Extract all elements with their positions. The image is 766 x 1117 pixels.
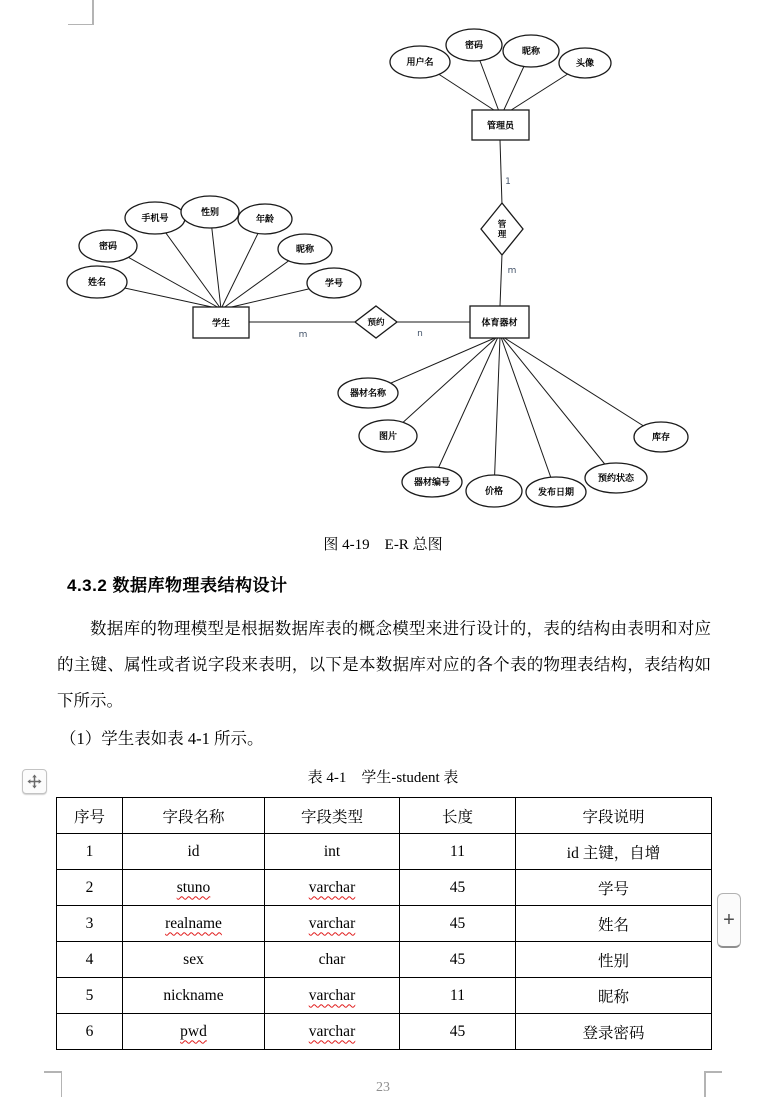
relation-label-manage: 管理 [497, 220, 507, 240]
cell-length: 45 [400, 906, 516, 942]
cell-description: 登录密码 [516, 1014, 712, 1050]
attribute-label-eq-number: 器材编号 [413, 478, 451, 488]
cell-length: 11 [400, 834, 516, 870]
table-header-3: 长度 [400, 798, 516, 834]
page-number: 23 [376, 1080, 390, 1095]
cell-no: 5 [57, 978, 123, 1014]
margin-mark-bottom-left-h [44, 1071, 62, 1073]
cell-field-name: pwd [123, 1014, 265, 1050]
list-item-student-table: （1）学生表如表 4-1 所示。 [60, 729, 264, 748]
cell-field-type: int [265, 834, 400, 870]
cell-field-name: sex [123, 942, 265, 978]
table-row [57, 870, 712, 906]
cell-field-type: varchar [265, 978, 400, 1014]
student-table [56, 797, 712, 1050]
cardinality-label-2: m [298, 330, 308, 340]
edge-eq-number [432, 337, 498, 482]
attribute-label-stu-sex: 性别 [200, 208, 220, 218]
table-row [57, 1014, 712, 1050]
cell-no: 1 [57, 834, 123, 870]
table-header-row [57, 798, 712, 834]
cardinality-label-1: m [507, 266, 517, 276]
table-caption: 表 4-1 学生-student 表 [307, 770, 459, 786]
cell-description: 姓名 [516, 906, 712, 942]
cell-length: 11 [400, 978, 516, 1014]
cell-no: 3 [57, 906, 123, 942]
attribute-label-eq-picture: 图片 [378, 432, 398, 442]
cell-field-name: stuno [123, 870, 265, 906]
attribute-label-stu-password: 密码 [98, 242, 118, 252]
attribute-label-admin-password: 密码 [464, 41, 484, 51]
edge-eq-picture [388, 337, 497, 436]
attribute-label-admin-avatar: 头像 [575, 59, 595, 69]
table-row [57, 906, 712, 942]
figure-caption: 图 4-19 E-R 总图 [323, 537, 443, 553]
table-move-handle[interactable] [22, 769, 47, 794]
cell-field-type: char [265, 942, 400, 978]
cardinality-label-0: 1 [505, 177, 511, 187]
cell-description: id 主键，自增 [516, 834, 712, 870]
table-row [57, 978, 712, 1014]
cell-no: 6 [57, 1014, 123, 1050]
attribute-label-stu-name: 姓名 [87, 278, 107, 288]
edge-eq-pubdate [501, 337, 556, 492]
plus-icon: + [723, 908, 735, 931]
cell-field-name: realname [123, 906, 265, 942]
attribute-label-eq-name: 器材名称 [349, 389, 387, 399]
edge-eq-stock [503, 337, 661, 437]
cell-length: 45 [400, 942, 516, 978]
table-row [57, 834, 712, 870]
attribute-label-eq-status: 预约状态 [597, 474, 635, 484]
entity-label-admin: 管理员 [486, 121, 515, 132]
table-header-2: 字段类型 [265, 798, 400, 834]
cell-field-type: varchar [265, 906, 400, 942]
cell-field-type: varchar [265, 870, 400, 906]
relation-edge-0 [500, 140, 502, 205]
attribute-label-stu-phone: 手机号 [141, 214, 169, 224]
table-header-4: 字段说明 [516, 798, 712, 834]
section-heading: 4.3.2 数据库物理表结构设计 [67, 576, 288, 595]
table-header-0: 序号 [57, 798, 123, 834]
cell-field-name: id [123, 834, 265, 870]
cell-description: 性别 [516, 942, 712, 978]
relation-label-reserve: 预约 [367, 318, 385, 328]
cell-length: 45 [400, 870, 516, 906]
insert-row-button[interactable] [717, 893, 741, 948]
body-paragraph: 数据库的物理模型是根据数据库表的概念模型来进行设计的，表的结构由表明和对应的主键、属性或者说字段来表明，以下是本数据库对应的各个表的物理表结构，表结构如下所示。 [57, 619, 711, 710]
attribute-label-admin-nickname: 昵称 [521, 47, 541, 57]
cell-field-type: varchar [265, 1014, 400, 1050]
cell-field-name: nickname [123, 978, 265, 1014]
move-icon [27, 774, 42, 789]
attribute-label-eq-price: 价格 [484, 487, 504, 497]
edge-eq-status [502, 337, 616, 478]
entity-label-equipment: 体育器材 [481, 318, 518, 329]
cell-description: 学号 [516, 870, 712, 906]
attribute-label-eq-pubdate: 发布日期 [537, 488, 575, 498]
relation-edge-1 [500, 254, 502, 306]
attribute-label-stu-stuno: 学号 [324, 279, 344, 289]
cardinality-label-3: n [417, 329, 423, 339]
attribute-label-admin-username: 用户名 [406, 58, 434, 68]
entity-label-student: 学生 [211, 319, 231, 329]
cell-description: 昵称 [516, 978, 712, 1014]
edge-eq-price [494, 337, 500, 491]
cell-length: 45 [400, 1014, 516, 1050]
table-header-1: 字段名称 [123, 798, 265, 834]
cell-no: 2 [57, 870, 123, 906]
attribute-label-stu-nickname: 昵称 [295, 245, 315, 255]
margin-mark-bottom-right-h [704, 1071, 722, 1073]
attribute-label-eq-stock: 库存 [651, 433, 671, 443]
table-row [57, 942, 712, 978]
cell-no: 4 [57, 942, 123, 978]
attribute-label-stu-age: 年龄 [255, 215, 275, 225]
